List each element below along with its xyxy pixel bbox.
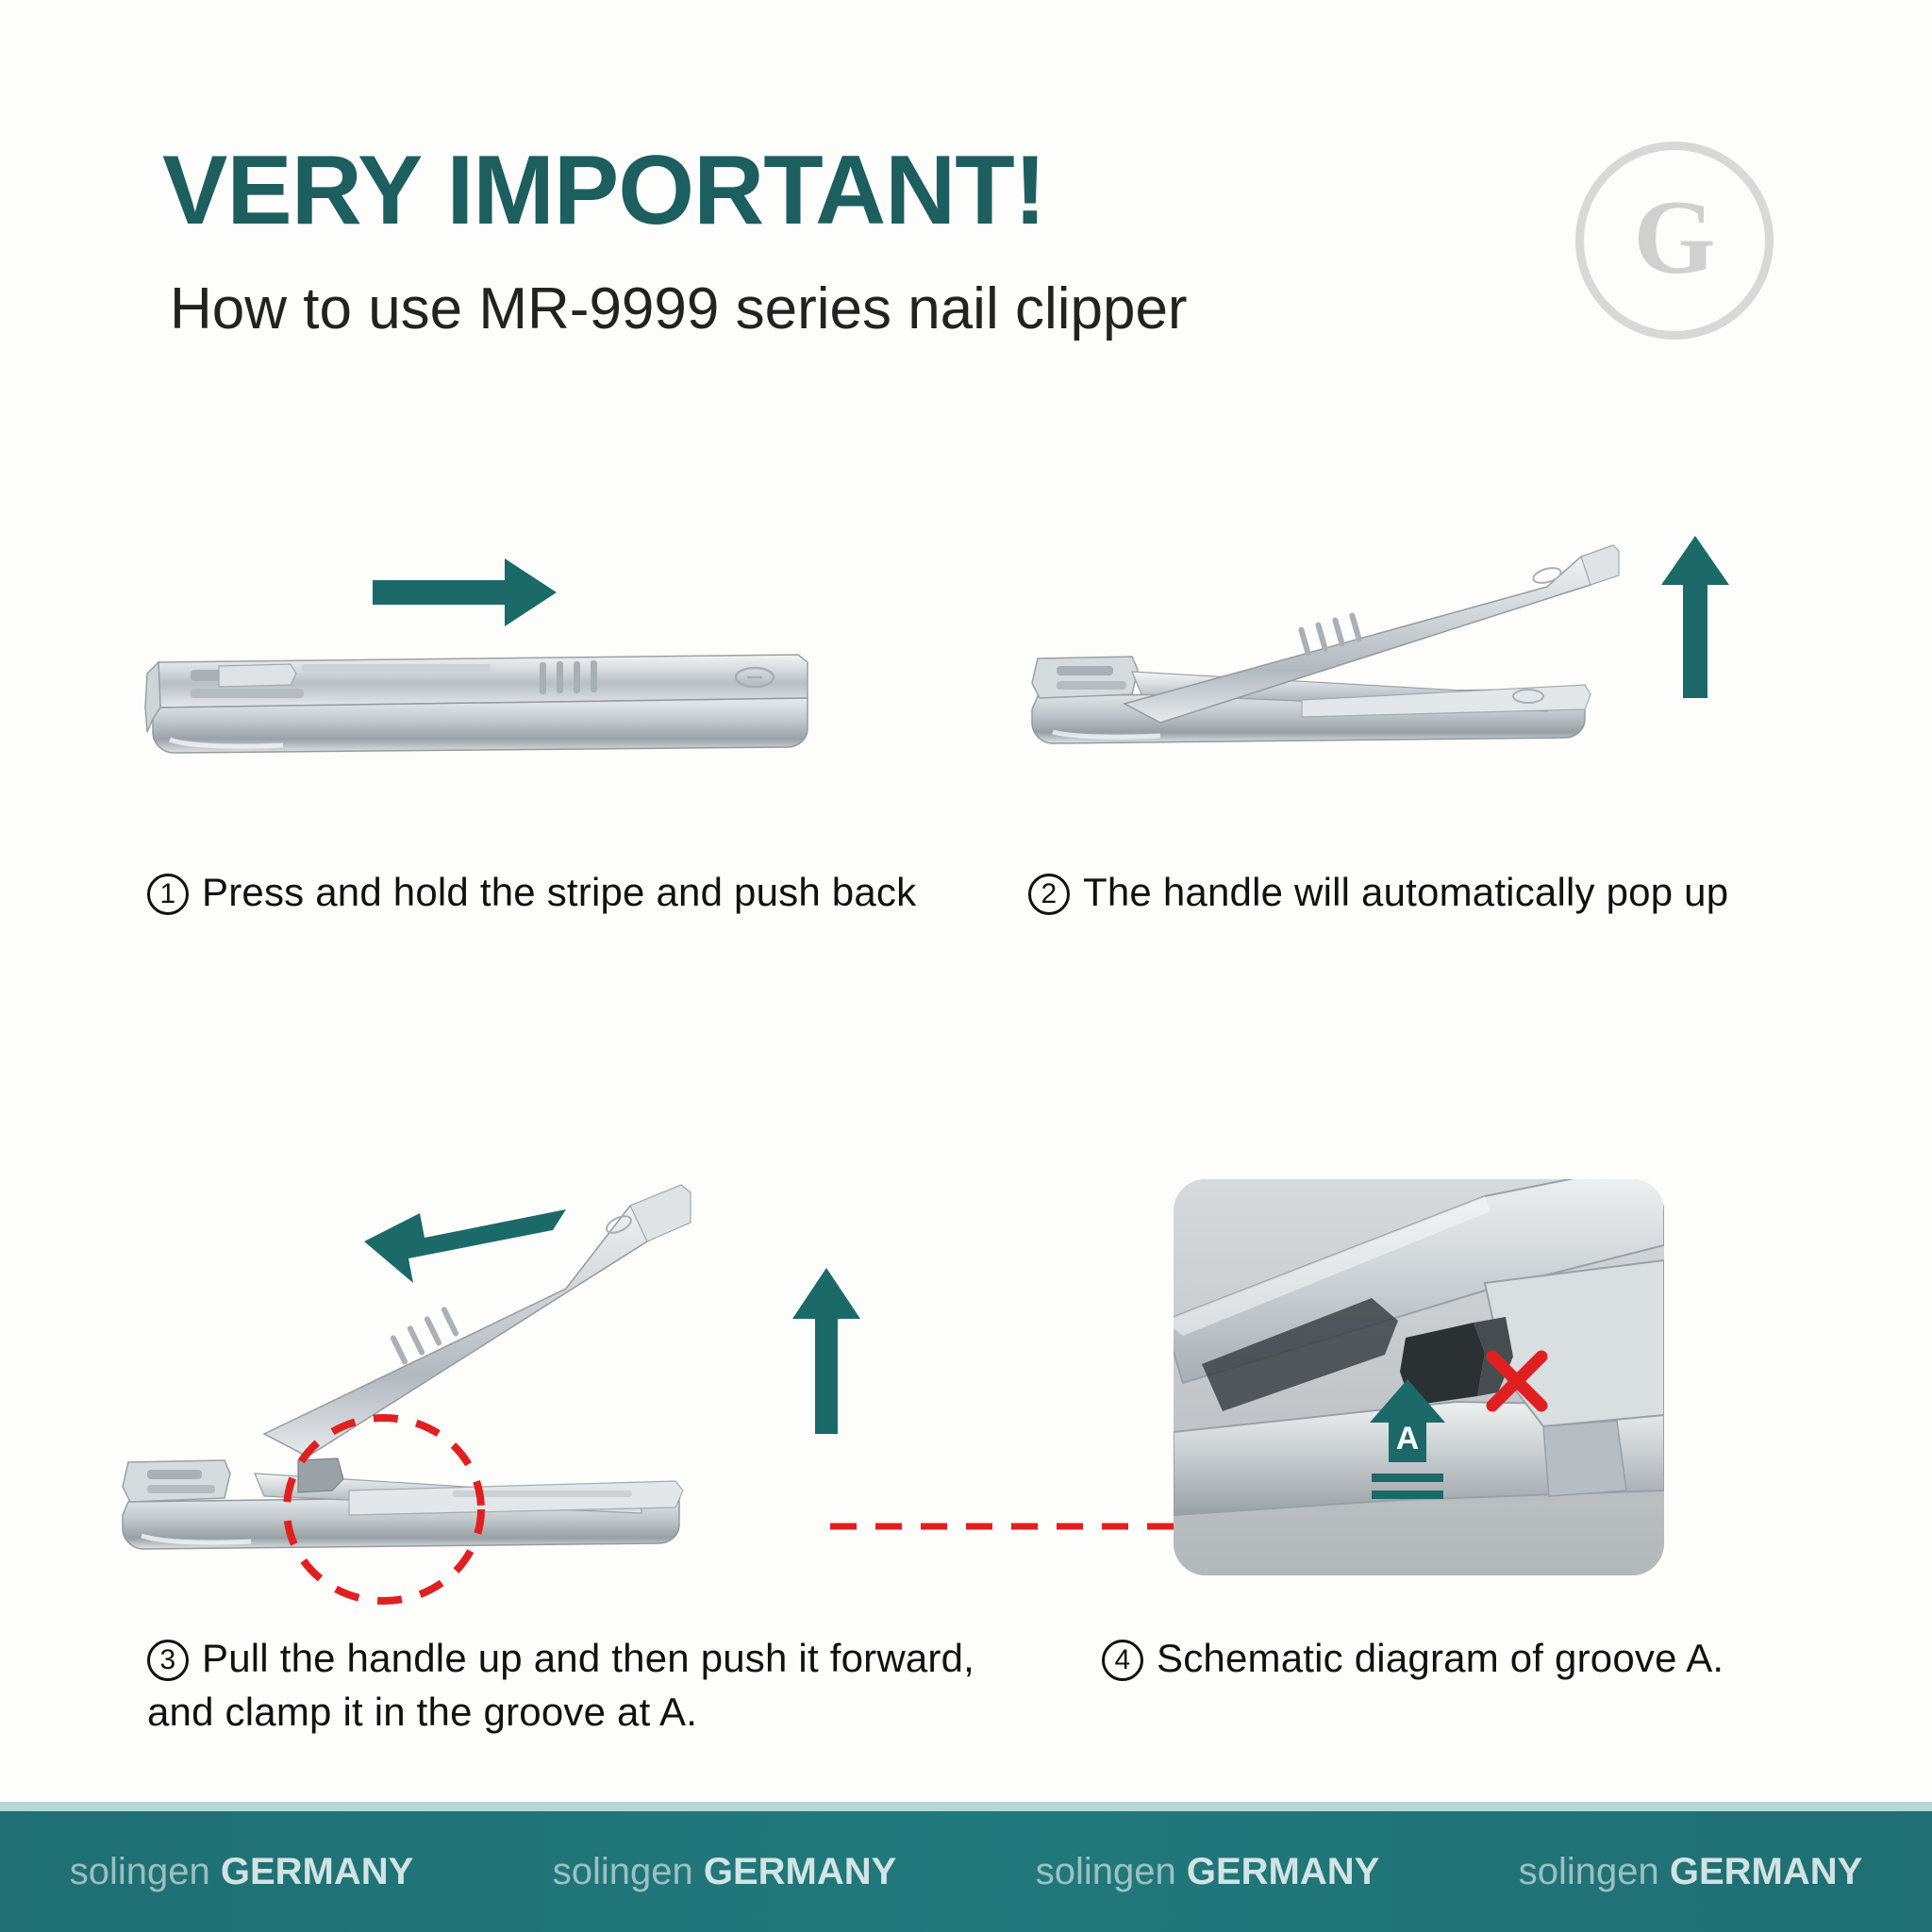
right-arrow-icon [373,558,557,626]
clipper-closed-graphic [132,528,924,849]
footer-brand-4-thin: solingen [1518,1850,1670,1892]
step-1-illustration [132,528,924,849]
footer-brand-2-bold: GERMANY [703,1850,897,1892]
step-2-caption [1028,866,1877,920]
brand-logo-letter: G [1633,179,1716,296]
footer-brand-4 [1449,1851,1932,1893]
step-4-caption-text: Schematic diagram of groove A. [1157,1636,1724,1680]
footer-bar [0,1811,1932,1932]
footer-brand-3-thin: solingen [1035,1850,1187,1892]
step-4-zoom-panel [1174,1179,1664,1575]
step-1-caption-text: Press and hold the stripe and push back [202,870,917,914]
page-title: VERY IMPORTANT! [162,136,1046,245]
clipper-clamp-graphic [113,1151,1075,1641]
step-1-number: 1 [147,874,189,915]
clipper-popup-graphic [1019,528,1840,849]
footer-brand-4-bold: GERMANY [1669,1850,1863,1892]
step-3-caption-text: Pull the handle up and then push it forward, and clamp it in the groove at A. [147,1636,975,1734]
groove-closeup-graphic [1174,1179,1664,1575]
footer-top-strip [0,1802,1932,1811]
step-1-caption [147,866,921,920]
step-2-number: 2 [1028,874,1070,915]
step-3-number: 3 [147,1640,189,1681]
step-3-illustration [113,1151,1075,1641]
callout-connector [830,1517,1208,1536]
footer-brand-3 [966,1851,1449,1893]
footer-brand-2-thin: solingen [552,1850,704,1892]
footer-brand-1-bold: GERMANY [220,1850,414,1892]
footer-brand-1 [0,1851,483,1893]
step-3-caption [147,1632,1034,1739]
up-arrow-icon [1661,536,1729,698]
step-4-number: 4 [1102,1640,1143,1681]
left-arrow-icon [364,1209,566,1283]
page-subtitle: How to use MR-9999 series nail clipper [170,276,1188,341]
step-2-illustration [1019,528,1840,849]
step-4-caption [1102,1632,1885,1686]
up-arrow-icon-step3 [792,1268,860,1434]
footer-brand-3-bold: GERMANY [1186,1850,1380,1892]
footer-brand-1-thin: solingen [69,1850,221,1892]
header [162,136,1634,342]
handle-pushed-forward [264,1185,691,1457]
brand-logo-icon [1575,142,1774,340]
groove-a-label: A [1395,1421,1420,1457]
footer-brand-2 [483,1851,966,1893]
step-2-caption-text: The handle will automatically pop up [1083,870,1729,914]
